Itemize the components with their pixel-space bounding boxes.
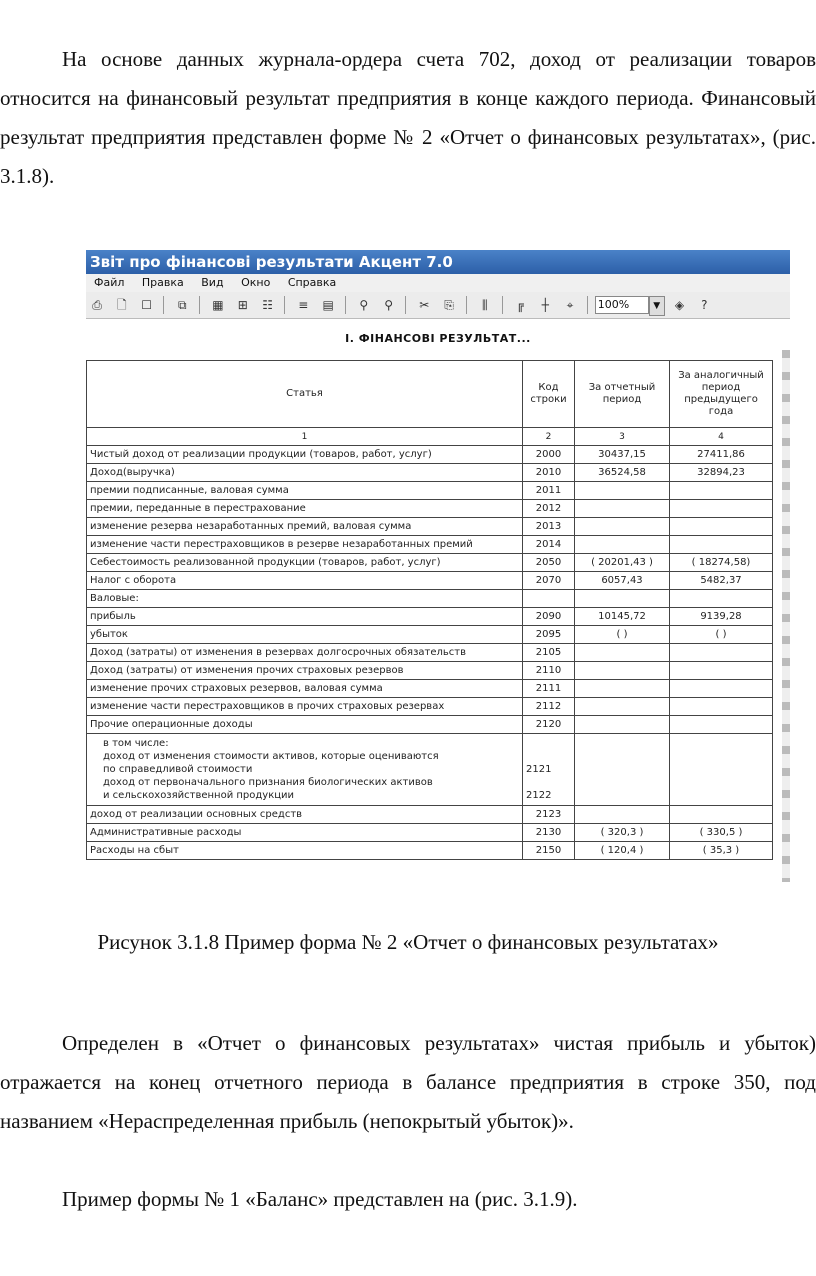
table-row [87, 824, 773, 842]
col-number: 1 [87, 428, 523, 446]
row-code: 2010 [523, 464, 575, 482]
row-current: ( 120,4 ) [575, 842, 670, 860]
balance-reference-text: Пример формы № 1 «Баланс» представлен на (рис. 3.1.9). [62, 1187, 578, 1211]
row-current [575, 806, 670, 824]
toolbar-divider [163, 296, 164, 314]
row-current [575, 734, 670, 806]
row-current: ( ) [575, 626, 670, 644]
row-previous: ( ) [670, 626, 773, 644]
row-label: убыток [87, 626, 523, 644]
chevron-down-icon[interactable]: ▼ [649, 296, 665, 316]
list-icon[interactable]: ☷ [262, 298, 273, 312]
row-code: 2150 [523, 842, 575, 860]
row-previous: 32894,23 [670, 464, 773, 482]
table-row [87, 662, 773, 680]
row-code: 2120 [523, 716, 575, 734]
row-previous: 5482,37 [670, 572, 773, 590]
row-current [575, 698, 670, 716]
figure-caption: Рисунок 3.1.8 Пример форма № 2 «Отчет о финансовых результатах» [97, 930, 719, 954]
row-code: 2122 [526, 790, 552, 801]
row-previous: 9139,28 [670, 608, 773, 626]
row-previous [670, 716, 773, 734]
row-label: Расходы на сбыт [87, 842, 523, 860]
row-previous [670, 698, 773, 716]
table-row [87, 680, 773, 698]
toolbar [86, 292, 790, 319]
row-code: 2090 [523, 608, 575, 626]
intro-paragraph [0, 40, 816, 196]
table-row [87, 446, 773, 464]
row-previous [670, 482, 773, 500]
table-header-row [87, 361, 773, 428]
row-previous: ( 330,5 ) [670, 824, 773, 842]
row-code: 2095 [523, 626, 575, 644]
stamp-icon[interactable]: ⌖ [566, 298, 574, 312]
row-label: Доход (затраты) от изменения прочих страховых резервов [87, 662, 523, 680]
conclusion-paragraph [0, 1024, 816, 1141]
copy-icon[interactable]: ⧉ [178, 298, 187, 312]
row-current [575, 680, 670, 698]
row-label: премии, переданные в перестрахование [87, 500, 523, 518]
vertical-scrollbar[interactable] [782, 350, 790, 882]
row-current: ( 20201,43 ) [575, 554, 670, 572]
row-code [523, 734, 575, 806]
row-code: 2121 [526, 764, 552, 775]
row-previous [670, 734, 773, 806]
table-row [87, 842, 773, 860]
table-row [87, 806, 773, 824]
row-label: и сельскохозяйственной продукции [103, 790, 295, 801]
conclusion-text: Определен в «Отчет о финансовых результатах» чистая прибыль и убыток) отражается на конец отчетного периода в балансе предприятия в строке 350, под названием «Нераспределенная прибыль (непокрытый убыток)». [0, 1031, 816, 1133]
col-number: 4 [670, 428, 773, 446]
menu-view[interactable]: Вид [201, 276, 224, 289]
table-row [87, 716, 773, 734]
row-current [575, 662, 670, 680]
row-previous [670, 518, 773, 536]
toolbar-divider [345, 296, 346, 314]
row-current [575, 518, 670, 536]
find-next-icon[interactable]: ⚲ [384, 298, 393, 312]
row-current [575, 482, 670, 500]
menu-file[interactable]: Файл [94, 276, 125, 289]
row-label: Административные расходы [87, 824, 523, 842]
toolbar-divider [502, 296, 503, 314]
intro-text: На основе данных журнала-ордера счета 702, доход от реализации товаров относится на финансовый результат предприятия в конце каждого периода. Финансовый результат предприятия представлен форме № 2 «Отчет о финансовых результатах», (рис. 3.1.8). [0, 47, 816, 188]
row-code: 2012 [523, 500, 575, 518]
row-label: Доход(выручка) [87, 464, 523, 482]
row-label: премии подписанные, валовая сумма [87, 482, 523, 500]
row-label: по справедливой стоимости [103, 764, 253, 775]
toolbar-divider [199, 296, 200, 314]
form-icon[interactable]: ≡ [298, 298, 309, 312]
row-code: 2000 [523, 446, 575, 464]
add-icon[interactable]: ┼ [541, 298, 549, 312]
table-row [87, 734, 773, 806]
table-row [87, 464, 773, 482]
row-current: ( 320,3 ) [575, 824, 670, 842]
row-previous [670, 644, 773, 662]
row-label: Доход (затраты) от изменения в резервах долгосрочных обязательств [87, 644, 523, 662]
table-row [87, 608, 773, 626]
row-current: 10145,72 [575, 608, 670, 626]
row-code: 2112 [523, 698, 575, 716]
row-previous [670, 500, 773, 518]
row-previous: ( 18274,58) [670, 554, 773, 572]
row-previous: 27411,86 [670, 446, 773, 464]
table-number-row [87, 428, 773, 446]
table-icon[interactable]: ▦ [212, 298, 224, 312]
row-code: 2111 [523, 680, 575, 698]
row-code: 2105 [523, 644, 575, 662]
row-current [575, 644, 670, 662]
table-row [87, 698, 773, 716]
settings-icon[interactable]: ╔ [516, 298, 524, 312]
table-row [87, 590, 773, 608]
table-row [87, 626, 773, 644]
row-current [575, 590, 670, 608]
columns-icon[interactable]: ⫼ [481, 298, 488, 312]
row-code: 2070 [523, 572, 575, 590]
row-current: 36524,58 [575, 464, 670, 482]
print-icon[interactable]: ⎙ [92, 298, 102, 312]
row-previous: ( 35,3 ) [670, 842, 773, 860]
page-icon[interactable]: ☐ [141, 298, 153, 312]
toolbar-divider [587, 296, 588, 314]
find-icon[interactable]: ⚲ [359, 298, 369, 312]
col-number: 3 [575, 428, 670, 446]
row-code: 2110 [523, 662, 575, 680]
row-label: прибыль [87, 608, 523, 626]
menu-edit[interactable]: Правка [141, 276, 184, 289]
row-code: 2013 [523, 518, 575, 536]
help-icon[interactable]: ◈ [674, 298, 685, 312]
row-current: 30437,15 [575, 446, 670, 464]
header-item: Статья [87, 361, 523, 428]
row-label: Чистый доход от реализации продукции (товаров, работ, услуг) [87, 446, 523, 464]
zoom-select[interactable]: 100% [595, 296, 649, 314]
help-icon[interactable]: ? [701, 298, 708, 312]
row-label: Валовые: [87, 590, 523, 608]
row-previous [670, 680, 773, 698]
row-label: Прочие операционные доходы [87, 716, 523, 734]
report-screenshot [86, 250, 790, 882]
header-previous: За аналогичный период предыдущего года [670, 361, 773, 428]
balance-reference-paragraph [0, 1180, 816, 1219]
grid-icon[interactable]: ⊞ [237, 298, 248, 312]
row-code [523, 590, 575, 608]
table-row [87, 644, 773, 662]
table-row [87, 500, 773, 518]
row-label: доход от реализации основных средств [87, 806, 523, 824]
table-row [87, 572, 773, 590]
row-label: изменение части перестраховщиков в прочих страховых резервах [87, 698, 523, 716]
row-current: 6057,43 [575, 572, 670, 590]
table-row [87, 482, 773, 500]
financial-results-table [86, 360, 773, 860]
row-code: 2011 [523, 482, 575, 500]
table-row [87, 554, 773, 572]
header-current: За отчетный период [575, 361, 670, 428]
row-label: изменение части перестраховщиков в резерве незаработанных премий [87, 536, 523, 554]
row-code: 2050 [523, 554, 575, 572]
row-label: доход от изменения стоимости активов, которые оцениваются [103, 751, 439, 762]
cut-icon[interactable]: ✂ [419, 298, 430, 312]
menu-help[interactable]: Справка [287, 276, 337, 289]
row-label: Себестоимость реализованной продукции (товаров, работ, услуг) [87, 554, 523, 572]
table-row [87, 518, 773, 536]
row-current [575, 500, 670, 518]
row-current [575, 536, 670, 554]
chart-icon[interactable]: ▤ [322, 298, 334, 312]
row-previous [670, 590, 773, 608]
row-code: 2014 [523, 536, 575, 554]
table-row [87, 536, 773, 554]
header-code: Код строки [523, 361, 575, 428]
row-code: 2123 [523, 806, 575, 824]
menu-bar [86, 274, 790, 292]
row-current [575, 716, 670, 734]
toolbar-divider [284, 296, 285, 314]
row-label: в том числе: [103, 738, 169, 749]
row-previous [670, 806, 773, 824]
row-label: изменение резерва незаработанных премий, валовая сумма [87, 518, 523, 536]
row-code: 2130 [523, 824, 575, 842]
row-label: Налог с оборота [87, 572, 523, 590]
col-number: 2 [523, 428, 575, 446]
report-title: І. ФІНАНСОВІ РЕЗУЛЬТАТ... [345, 332, 531, 345]
row-label: изменение прочих страховых резервов, валовая сумма [87, 680, 523, 698]
row-label: доход от первоначального признания биологических активов [103, 777, 433, 788]
row-previous [670, 536, 773, 554]
toolbar-divider [466, 296, 467, 314]
window-title: Звіт про фінансові результати Акцент 7.0 [86, 250, 790, 274]
multi-line-item [87, 734, 523, 806]
preview-icon[interactable]: 🗋 [117, 298, 127, 312]
paste-icon[interactable]: ⎘ [444, 298, 454, 312]
toolbar-divider [405, 296, 406, 314]
menu-window[interactable]: Окно [241, 276, 271, 289]
row-previous [670, 662, 773, 680]
